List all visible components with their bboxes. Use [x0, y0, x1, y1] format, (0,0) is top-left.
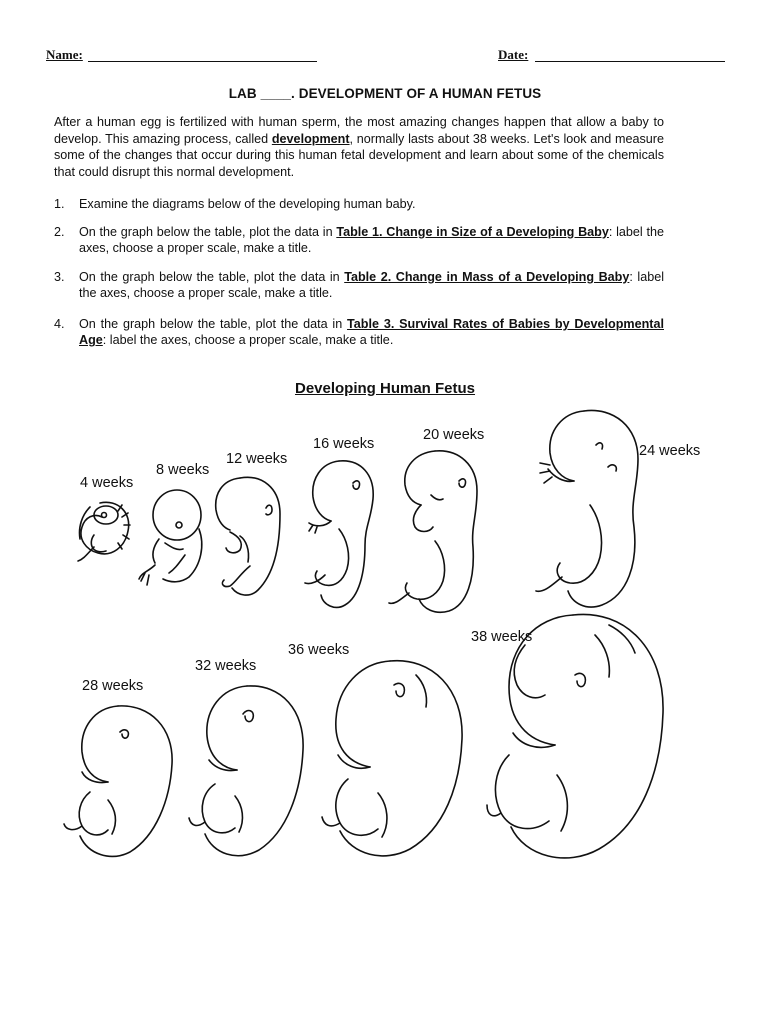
fetus-12-weeks-illustration	[200, 470, 290, 600]
intro-text-1: After a human egg is fertilized with human sperm, the most amazing changes happen that allow a baby to develop. This amazing process, called	[54, 115, 664, 146]
stage-label-12-weeks: 12 weeks	[226, 451, 288, 467]
stage-label-38-weeks: 38 weeks	[471, 629, 533, 645]
step-1	[54, 196, 664, 212]
fetus-36-weeks-illustration	[320, 655, 470, 865]
fetus-24-weeks-illustration	[530, 405, 660, 615]
name-label: Name:	[46, 47, 83, 62]
intro-text-2: , normally lasts about 38 weeks. Let's look and measure some of the changes that occur during this human fetal development and learn about some of the chemicals that could disrupt this normal development.	[54, 131, 664, 179]
step-number: 2.	[54, 225, 65, 239]
step-4	[54, 316, 664, 348]
stage-label-16-weeks: 16 weeks	[313, 436, 375, 452]
stage-label-28-weeks: 28 weeks	[82, 678, 144, 694]
step-3	[54, 269, 664, 301]
stage-label-4-weeks: 4 weeks	[80, 475, 134, 491]
stage-label-32-weeks: 32 weeks	[195, 658, 257, 674]
stage-label-36-weeks: 36 weeks	[288, 642, 350, 658]
stage-label-24-weeks: 24 weeks	[639, 443, 701, 459]
step-text: On the graph below the table, plot the data in Table 1. Change in Size of a Developing Baby: label the axes, choose a proper scale, make a title.	[79, 225, 664, 255]
figure-title: Developing Human Fetus	[294, 380, 476, 397]
fetus-4-weeks-illustration	[70, 495, 140, 570]
stage-label-20-weeks: 20 weeks	[423, 427, 485, 443]
intro-paragraph	[54, 114, 664, 180]
step-2	[54, 224, 664, 256]
step-number: 1.	[54, 197, 65, 211]
date-field[interactable]	[535, 61, 725, 62]
step-number: 4.	[54, 317, 65, 331]
table-reference: Table 2. Change in Mass of a Developing Baby	[344, 270, 630, 284]
step-text: Examine the diagrams below of the developing human baby.	[79, 197, 416, 211]
intro-keyword: development	[271, 131, 350, 146]
fetus-32-weeks-illustration	[185, 680, 310, 865]
step-text: On the graph below the table, plot the data in Table 3. Survival Rates of Babies by Developmental Age: label the axes, choose a proper scale, make a title.	[79, 317, 664, 347]
table-reference: Table 3. Survival Rates of Babies by Developmental Age	[79, 317, 664, 347]
fetus-38-weeks-illustration	[485, 605, 675, 870]
date-label: Date:	[498, 47, 529, 62]
step-number: 3.	[54, 270, 65, 284]
stage-label-8-weeks: 8 weeks	[156, 462, 210, 478]
name-field[interactable]	[88, 61, 317, 62]
step-text: On the graph below the table, plot the data in Table 2. Change in Mass of a Developing Baby: label the axes, choose a proper scale, make a title.	[79, 270, 665, 300]
table-reference: Table 1. Change in Size of a Developing Baby	[336, 225, 609, 239]
fetus-28-weeks-illustration	[60, 700, 185, 865]
fetus-16-weeks-illustration	[295, 455, 385, 615]
fetus-20-weeks-illustration	[385, 445, 490, 620]
page-title: LAB ____. DEVELOPMENT OF A HUMAN FETUS	[228, 86, 542, 101]
